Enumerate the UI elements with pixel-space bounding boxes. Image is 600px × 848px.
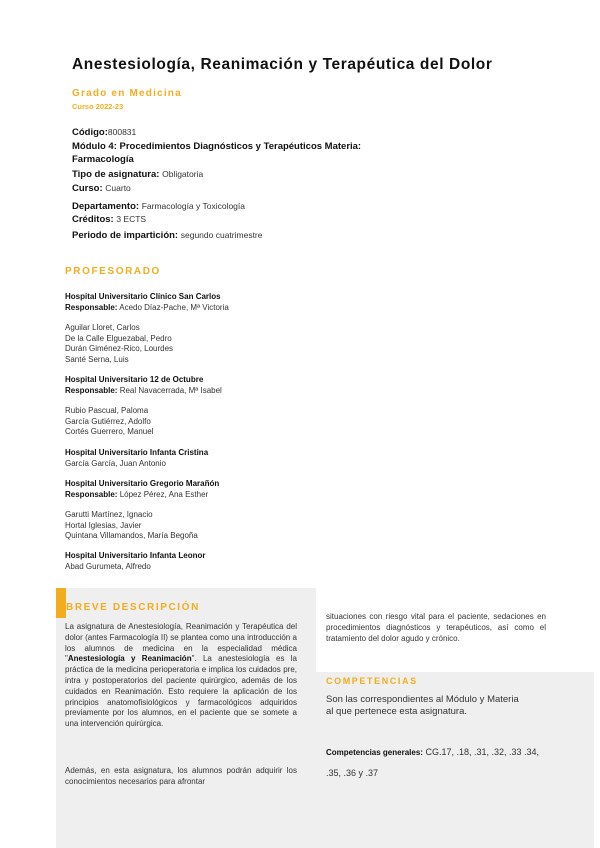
info-credits [72, 213, 146, 226]
description-continuation: situaciones con riesgo vital para el paciente, sedaciones en procedimientos diagnósticos y terapéuticos, así como el tratamiento del dolor agudo y crónico. [326, 612, 546, 643]
info-type [72, 168, 203, 181]
hospital-block [65, 448, 208, 469]
responsible-label: Responsable: [65, 385, 118, 395]
hospital-name: Hospital Universitario Infanta Cristina [65, 448, 209, 457]
member-name: Cortés Guerrero, Manuel [65, 427, 154, 437]
member-name: De la Calle Elguezabal, Pedro [65, 333, 172, 343]
member-name: Quintana Villamandos, María Begoña [65, 531, 198, 541]
credits-value: 3 ECTS [116, 214, 147, 224]
responsible-label: Responsable: [65, 489, 118, 499]
type-label: Tipo de asignatura: [72, 169, 160, 180]
responsible-label: Responsable: [65, 302, 118, 312]
description-heading: BREVE DESCRIPCIÓN [66, 602, 200, 613]
accent-bar [56, 588, 66, 618]
year-label: Curso: [72, 183, 103, 194]
hospital-block [65, 292, 229, 313]
hospital-block [65, 375, 222, 396]
hospital-name: Hospital Universitario Clínico San Carlos [65, 292, 221, 301]
hospital-name: Hospital Universitario 12 de Octubre [65, 375, 204, 384]
responsible-name: Real Navacerrada, Mª Isabel [119, 385, 222, 395]
info-department [72, 200, 245, 213]
course-year: Curso 2022-23 [72, 102, 124, 111]
member-name: Durán Giménez-Rico, Lourdes [65, 344, 174, 354]
member-name: Santé Serna, Luis [65, 354, 129, 364]
info-period [72, 229, 263, 242]
member-list [65, 510, 198, 542]
member-name: Rubio Pascual, Paloma [65, 406, 149, 415]
description-paragraph [65, 622, 297, 730]
code-label: Código: [72, 127, 108, 138]
responsible-line [65, 386, 222, 397]
description-bold: Anestesiología y Reanimación [67, 654, 192, 664]
member-name: Garutti Martínez, Ignacio [65, 510, 153, 519]
responsible-name: López Pérez, Ana Esther [119, 489, 209, 499]
faculty-heading: PROFESORADO [65, 266, 161, 277]
member-name: García García, Juan Antonio [65, 458, 166, 468]
type-value: Obligatoria [162, 169, 204, 179]
period-value: segundo cuatrimestre [180, 230, 263, 240]
hospital-block [65, 551, 205, 572]
responsible-name: Acedo Díaz-Pache, Mª Victoria [119, 302, 229, 312]
description-paragraph-2: Además, en esta asignatura, los alumnos podrán adquirir los conocimientos necesarios para afrontar [65, 766, 297, 786]
info-year [72, 182, 131, 195]
module-value: Farmacología [72, 154, 134, 165]
member-name: Hortal Iglesias, Javier [65, 520, 142, 530]
degree-label: Grado en Medicina [72, 88, 182, 99]
competencies-text: Son las correspondientes al Módulo y Materia al que pertenece esta asignatura. [326, 694, 519, 717]
member-name: Abad Gurumeta, Alfredo [65, 561, 151, 571]
credits-label: Créditos: [72, 214, 114, 225]
description-text: La asignatura de Anestesiología, Reanimación y Terapéutica del dolor (antes Farmacología II) se plantea como una introducción a los alumnos de medicina en la especialidad médica " [65, 622, 297, 664]
member-name: García Gutiérrez, Adolfo [65, 416, 151, 426]
info-code [72, 126, 136, 139]
code-value: 800831 [107, 127, 137, 137]
general-competencies-value: CG.17, .18, .31, .32, .33 .34, .35, .36 y .37 [326, 747, 540, 778]
general-competencies [326, 742, 546, 784]
responsible-line [65, 490, 219, 501]
module-label: Módulo 4: Procedimientos Diagnósticos y Terapéuticos Materia: [72, 141, 362, 152]
info-module [72, 140, 392, 166]
hospital-name: Hospital Universitario Infanta Leonor [65, 551, 206, 560]
description-text: ". La anestesiología es la práctica de la medicina perioperatoria e implica los cuidados pre, intra y postoperatorios del paciente quirúrgico, además de los cuidados en Reanimación. Esto requiere la aplicación de los principios anatomofisiológicos y farmacológicos adquiridos previamente por los alumnos, en el paciente que se somete a una intervención quirúrgica. [65, 654, 298, 729]
hospital-block [65, 479, 219, 500]
responsible-line [65, 303, 229, 314]
department-value: Farmacología y Toxicología [141, 201, 245, 211]
hospital-name: Hospital Universitario Gregorio Marañón [65, 479, 220, 488]
period-label: Periodo de impartición: [72, 230, 181, 241]
member-list [65, 323, 173, 365]
page-title: Anestesiología, Reanimación y Terapéutica del Dolor [72, 56, 493, 73]
general-competencies-label: Competencias generales: [326, 748, 423, 757]
member-name: Aguilar Lloret, Carlos [65, 323, 140, 332]
year-value: Cuarto [105, 183, 131, 193]
competencies-heading: COMPETENCIAS [326, 676, 418, 686]
department-label: Departamento: [72, 201, 140, 212]
member-list [65, 406, 153, 438]
